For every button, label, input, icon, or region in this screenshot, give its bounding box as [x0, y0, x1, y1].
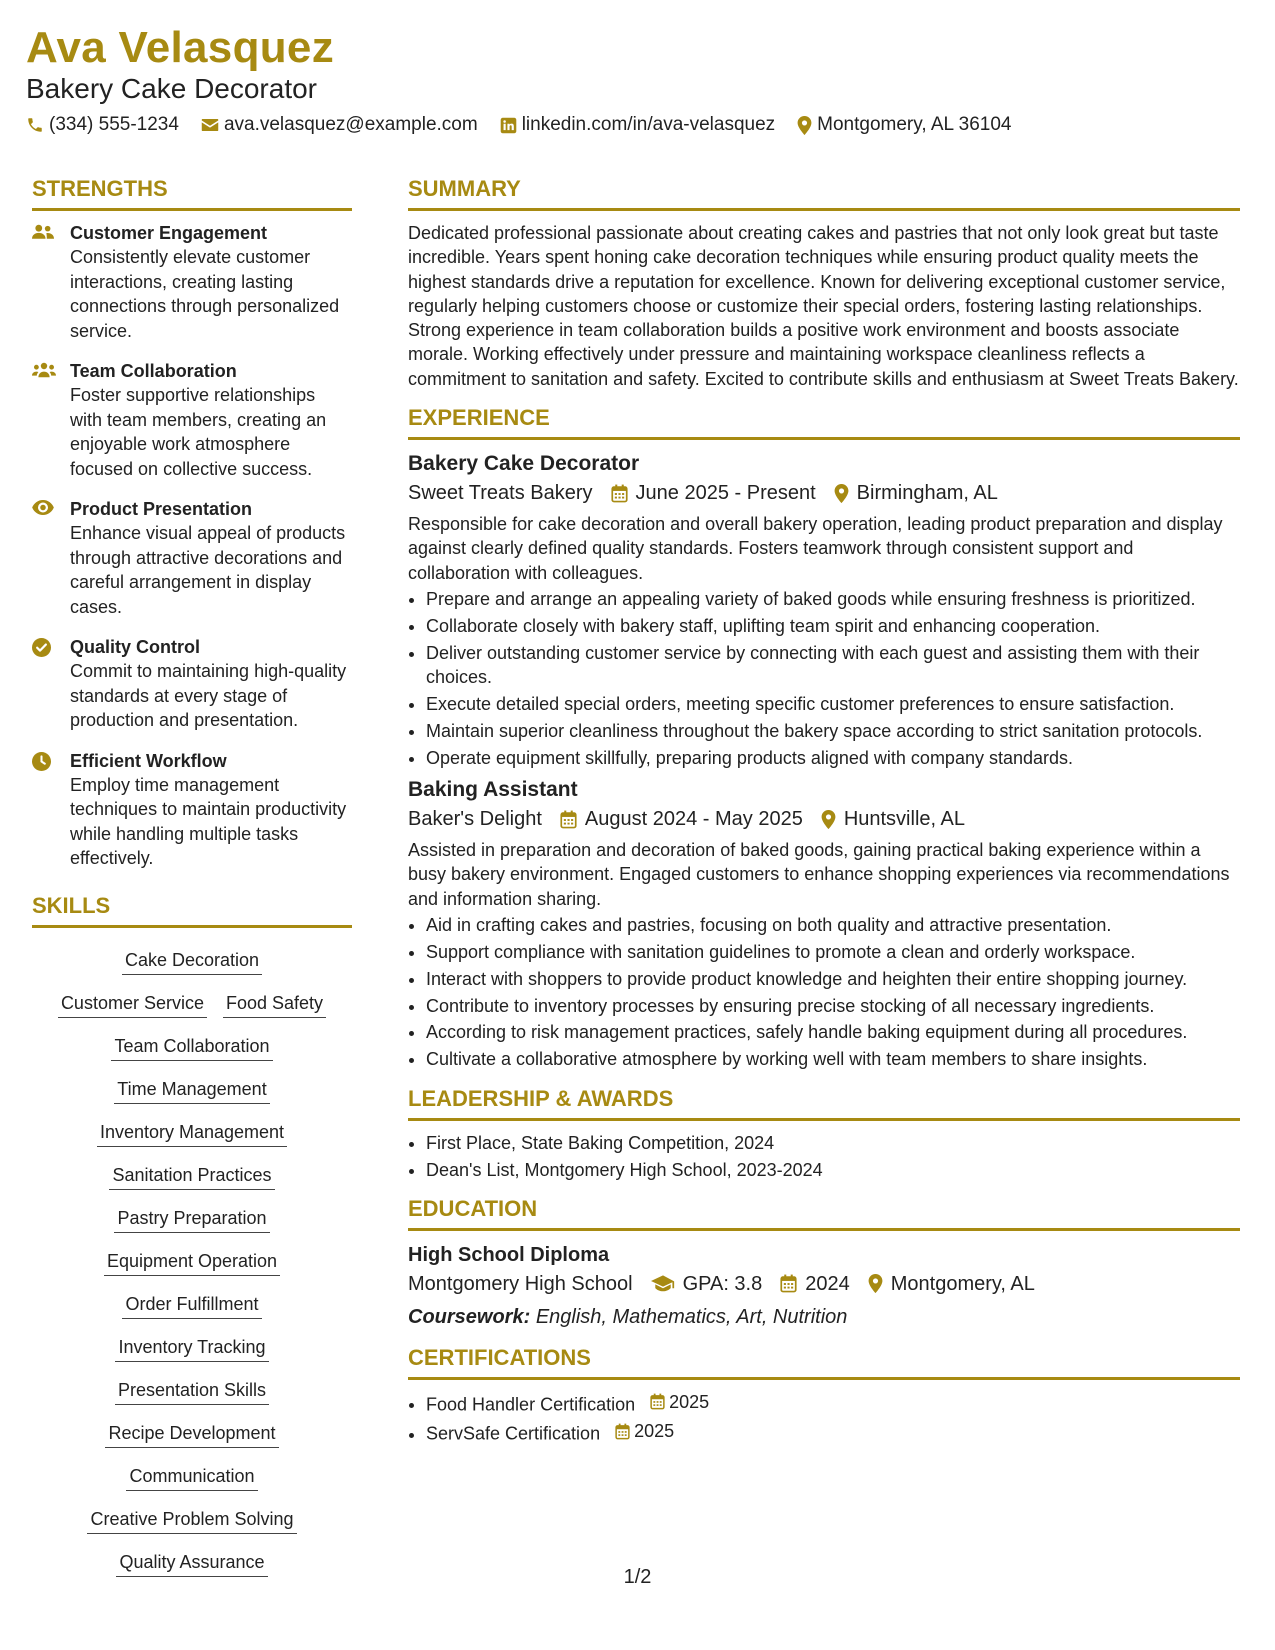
skill-tag: Inventory Management [97, 1120, 287, 1147]
list-item: • According to risk management practices, safely handle baking equipment during all procedures. [426, 1020, 1240, 1044]
strength-desc: Enhance visual appeal of products through attractive decorations and careful arrangement in display cases. [70, 523, 346, 617]
phone-icon [26, 116, 44, 134]
strength-item [32, 635, 352, 733]
list-item: • Interact with shoppers to provide product knowledge and heighten their entire shopping journey. [426, 967, 1240, 991]
list-item: • Aid in crafting cakes and pastries, focusing on both quality and attractive presentation. [426, 913, 1240, 937]
job-entry [408, 450, 1240, 770]
envelope-icon [201, 117, 219, 133]
contact-bar [26, 112, 1034, 138]
strength-item [32, 359, 352, 481]
job-bullets [408, 913, 1240, 1072]
degree-title: High School Diploma [408, 1243, 610, 1266]
strength-title: Quality Control [70, 637, 200, 657]
check-circle-icon [32, 638, 51, 657]
team-icon [32, 362, 56, 378]
list-item: • Execute detailed special orders, meeting specific customer preferences to ensure satisfaction. [426, 692, 1240, 716]
candidate-role: Bakery Cake Decorator [26, 73, 318, 104]
graduation-cap-icon [651, 1275, 675, 1293]
awards-list [408, 1131, 1240, 1182]
contact-email[interactable] [201, 112, 478, 138]
gpa-text: GPA: 3.8 [682, 1272, 763, 1295]
skills-list [32, 938, 352, 1587]
list-item: • First Place, State Baking Competition, 2024 [426, 1131, 1240, 1155]
email-text: ava.velasquez@example.com [223, 114, 478, 135]
location-text: Montgomery, AL 36104 [817, 114, 1012, 135]
skill-tag: Food Safety [223, 991, 326, 1018]
linkedin-icon [500, 117, 517, 134]
page-number: 1/2 [623, 1566, 652, 1588]
contact-phone[interactable] [26, 112, 179, 138]
awards-section [408, 1084, 1240, 1182]
list-item: • Deliver outstanding customer service by connecting with each guest and assisting them with their choices. [426, 641, 1240, 690]
summary-heading: SUMMARY [408, 174, 1240, 211]
skill-tag: Sanitation Practices [109, 1163, 274, 1190]
list-item [426, 1419, 1240, 1446]
calendar-icon [780, 1274, 797, 1293]
skill-tag: Quality Assurance [116, 1550, 267, 1577]
list-item: • Maintain superior cleanliness throughout the bakery space according to strict sanitation protocols. [426, 719, 1240, 743]
skill-tag: Inventory Tracking [115, 1335, 268, 1362]
skill-tag: Time Management [114, 1077, 269, 1104]
phone-text: (334) 555-1234 [49, 114, 179, 135]
skill-tag: Recipe Development [105, 1421, 278, 1448]
map-pin-icon [868, 1274, 883, 1293]
certifications-section [408, 1343, 1240, 1446]
job-company: Baker's Delight [408, 808, 542, 831]
skills-heading: SKILLS [32, 891, 352, 928]
map-pin-icon [821, 810, 836, 829]
job-meta [408, 478, 1240, 508]
candidate-name: Ava Velasquez [26, 23, 334, 72]
skill-tag: Cake Decoration [122, 948, 262, 975]
summary-section [408, 174, 1240, 391]
clock-icon [32, 752, 51, 771]
coursework-label: Coursework: [408, 1305, 531, 1328]
job-entry [408, 776, 1240, 1072]
list-item: • Cultivate a collaborative atmosphere by working well with team members to share insights. [426, 1047, 1240, 1071]
strength-title: Efficient Workflow [70, 750, 227, 771]
awards-heading: LEADERSHIP & AWARDS [408, 1084, 1240, 1121]
strength-desc: Consistently elevate customer interactions, creating lasting connections through personalized service. [70, 247, 340, 341]
skill-tag: Customer Service [58, 991, 207, 1018]
experience-heading: EXPERIENCE [408, 403, 1240, 440]
job-bullets [408, 587, 1240, 770]
strengths-heading: STRENGTHS [32, 174, 352, 211]
job-location: Huntsville, AL [843, 808, 965, 831]
cert-year: 2025 [634, 1421, 675, 1442]
strength-desc: Employ time management techniques to maintain productivity while handling multiple tasks effectively. [70, 774, 347, 868]
education-meta [408, 1269, 1240, 1299]
list-item: • Operate equipment skillfully, preparing products aligned with company standards. [426, 746, 1240, 770]
job-dates: August 2024 - May 2025 [584, 808, 803, 831]
eye-icon [32, 500, 54, 515]
users-icon [32, 224, 54, 240]
cert-year: 2025 [669, 1391, 710, 1412]
strength-title: Team Collaboration [70, 361, 237, 381]
calendar-icon [611, 484, 628, 503]
skill-tag: Pastry Preparation [114, 1206, 269, 1233]
school-name: Montgomery High School [408, 1272, 633, 1295]
linkedin-text: linkedin.com/in/ava-velasquez [521, 114, 776, 135]
strength-desc: Commit to maintaining high-quality standards at every stage of production and presentation. [70, 661, 347, 730]
cert-name: Food Handler Certification [426, 1394, 636, 1415]
skill-tag: Team Collaboration [111, 1034, 272, 1061]
strength-item [32, 221, 352, 343]
coursework-list: English, Mathematics, Art, Nutrition [535, 1305, 848, 1328]
strength-desc: Foster supportive relationships with team members, creating an enjoyable work atmosphere focused on collective success. [70, 385, 327, 479]
list-item: • Dean's List, Montgomery High School, 2023-2024 [426, 1158, 1240, 1182]
certifications-list [408, 1390, 1240, 1446]
list-item: • Contribute to inventory processes by ensuring precise stocking of all necessary ingredients. [426, 994, 1240, 1018]
job-title: Bakery Cake Decorator [408, 452, 640, 476]
skill-tag: Communication [126, 1464, 257, 1491]
contact-linkedin[interactable] [500, 112, 775, 138]
skill-tag: Presentation Skills [115, 1378, 269, 1405]
skill-tag: Equipment Operation [104, 1249, 280, 1276]
map-pin-icon [834, 484, 849, 503]
education-heading: EDUCATION [408, 1194, 1240, 1231]
summary-text: Dedicated professional passionate about creating cakes and pastries that not only look great but taste incredible. Years spent honing cake decoration techniques while ensuring product quality meets the highest standards drive a reputation for excellence. Known for delivering exceptional customer service, regularly helping customers choose or customize their special orders, fostering lasting relationships. Strong experience in team collaboration builds a positive work environment and boosts associate morale. Working effectively under pressure and maintaining workspace cleanliness reflects a commitment to sanitation and safety. Excited to contribute skills and enthusiasm at Sweet Treats Bakery. [408, 223, 1239, 389]
job-meta [408, 804, 1240, 834]
strength-item [32, 749, 352, 871]
skill-tag: Order Fulfillment [122, 1292, 261, 1319]
job-location: Birmingham, AL [856, 482, 998, 505]
calendar-icon [650, 1393, 665, 1410]
list-item: • Prepare and arrange an appealing variety of baked goods while ensuring freshness is prioritized. [426, 587, 1240, 611]
strength-title: Customer Engagement [70, 223, 268, 243]
education-section [408, 1194, 1240, 1331]
calendar-icon [560, 810, 577, 829]
graduation-year: 2024 [805, 1272, 850, 1295]
calendar-icon [615, 1423, 630, 1440]
job-title: Baking Assistant [408, 778, 578, 802]
coursework [408, 1303, 1240, 1331]
job-description: Assisted in preparation and decoration of baked goods, gaining practical baking experience within a busy bakery environment. Engaged customers to enhance shopping experiences via recommendations and information sharing. [408, 840, 1230, 909]
list-item [426, 1390, 1240, 1417]
skill-tag: Creative Problem Solving [87, 1507, 296, 1534]
left-column [32, 174, 352, 1587]
certifications-heading: CERTIFICATIONS [408, 1343, 1240, 1380]
school-location: Montgomery, AL [890, 1272, 1035, 1295]
experience-section [408, 403, 1240, 1072]
list-item: • Support compliance with sanitation guidelines to promote a clean and orderly workspace. [426, 940, 1240, 964]
list-item: • Collaborate closely with bakery staff, uplifting team spirit and enhancing cooperation. [426, 614, 1240, 638]
cert-name: ServSafe Certification [426, 1424, 601, 1445]
job-company: Sweet Treats Bakery [408, 482, 593, 505]
strength-title: Product Presentation [70, 499, 253, 519]
contact-location [797, 112, 1011, 138]
map-pin-icon [797, 116, 812, 135]
strength-item [32, 497, 352, 619]
job-description: Responsible for cake decoration and overall bakery operation, leading product preparation and display against clearly defined quality standards. Fosters teamwork through consistent support and collaboration with colleagues. [408, 514, 1223, 583]
job-dates: June 2025 - Present [635, 482, 816, 505]
right-column [408, 174, 1240, 1458]
